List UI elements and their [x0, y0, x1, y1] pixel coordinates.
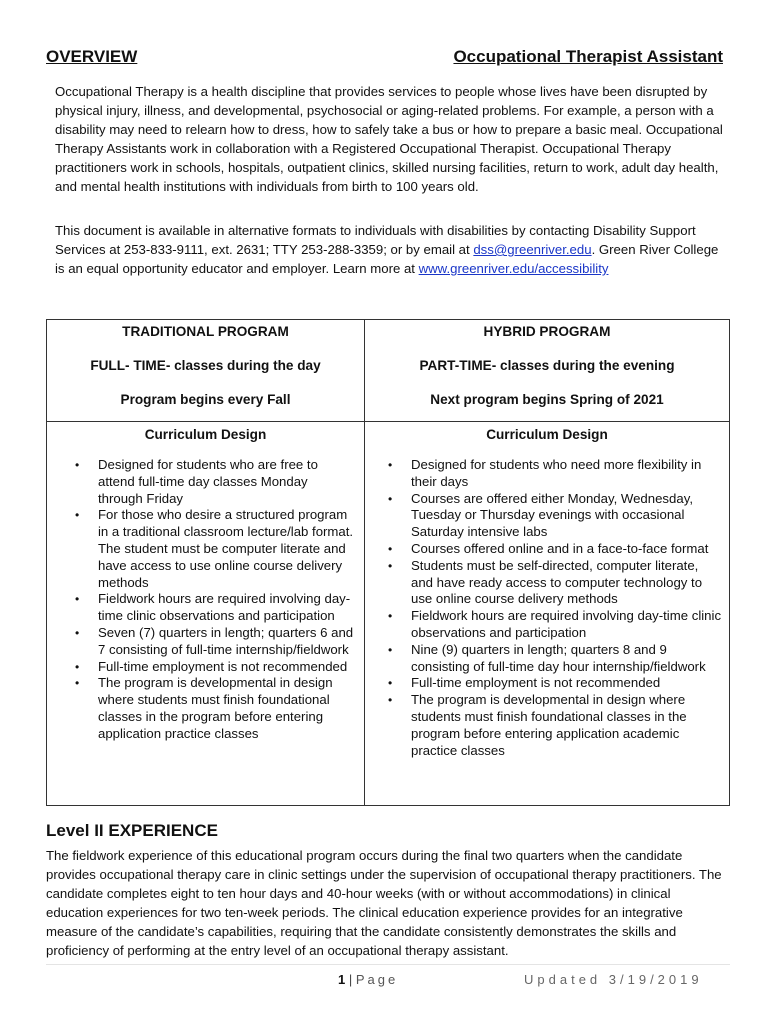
bullet-item	[75, 457, 354, 507]
bullet-dot: •	[75, 592, 80, 607]
hybrid-schedule: PART-TIME- classes during the evening	[419, 358, 675, 373]
bullet-text: Fieldwork hours are required involving day-time clinic observations and participation	[411, 608, 722, 640]
bullet-text: Courses are offered either Monday, Wednesday, Tuesday or Thursday evenings with occasional Saturday intensive labs	[411, 490, 693, 540]
bullet-item	[75, 507, 354, 591]
bullet-item	[75, 658, 354, 676]
bullet-text: Full-time employment is not recommended	[411, 675, 661, 691]
bullet-dot: •	[75, 625, 80, 640]
hybrid-program-title: HYBRID PROGRAM	[483, 324, 611, 339]
level2-paragraph: The fieldwork experience of this educational program occurs during the final two quarters when the candidate provides occupational therapy care in clinic settings under the supervision of occupational therapy practitioners. The candidate completes eight to ten hour days and 40-hour weeks (with or without accommodations) in clinical education experiences for two ten-week periods. The clinical education experience provides for an integrative measure of the candidate’s capabilities, requiring that the candidate consistently demonstrates the skills and proficiency of performing at the entry level of an occupational therapy assistant.	[46, 848, 722, 958]
page-header	[46, 47, 723, 69]
level2-heading: Level II EXPERIENCE	[46, 821, 218, 840]
bullet-dot: •	[388, 609, 393, 624]
bullet-text: The program is developmental in design where students must finish foundational classes in the program before entering application practice classes	[98, 675, 333, 741]
accessibility-paragraph	[55, 221, 723, 278]
page-footer	[338, 972, 398, 987]
bullet-dot: •	[388, 458, 393, 472]
traditional-curriculum-cell	[47, 422, 365, 806]
traditional-header-cell	[47, 320, 365, 422]
intro-paragraph: Occupational Therapy is a health discipline that provides services to people whose lives have been disrupted by physical injury, illness, and developmental, psychosocial or aging-related problems. For example, a person with a disability may need to relearn how to dress, how to safely take a bus or how to prepare a basic meal. Occupational Therapy Assistants work in collaboration with a Registered Occupational Therapist. Occupational Therapy practitioners work in schools, hospitals, outpatient clinics, skilled nursing facilities, return to work, adult day health, and mental health institutions with individuals from birth to 100 years old.	[55, 84, 723, 194]
bullet-dot: •	[388, 558, 393, 573]
bullet-dot: •	[75, 508, 80, 523]
bullet-item	[388, 457, 723, 491]
bullet-dot: •	[75, 659, 80, 674]
bullet-dot: •	[388, 541, 393, 556]
bullet-dot: •	[75, 676, 80, 691]
traditional-schedule: FULL- TIME- classes during the day	[90, 358, 321, 373]
traditional-program-title: TRADITIONAL PROGRAM	[122, 324, 289, 339]
accessibility-text-2: . Green River College is an equal opportunity educator and employer. Learn more at	[55, 242, 719, 276]
bullet-item	[388, 490, 723, 541]
bullet-item	[388, 608, 723, 642]
page-word: Page	[355, 972, 399, 987]
bullet-item	[75, 675, 354, 742]
hybrid-curriculum-cell	[365, 422, 730, 806]
hybrid-header-cell	[365, 320, 730, 422]
accessibility-url-link[interactable]: www.greenriver.edu/accessibility	[418, 261, 609, 276]
bullet-text: Designed for students who need more flexibility in their days	[411, 457, 702, 489]
bullet-dot: •	[388, 491, 393, 506]
bullet-dot: •	[388, 642, 393, 657]
bullet-dot: •	[75, 458, 80, 472]
bullet-text: Students must be self-directed, computer literate, and have ready access to computer technology to use online course delivery methods	[411, 557, 703, 607]
footer-separator: |	[345, 972, 356, 987]
bullet-text: Courses offered online and in a face-to-face format	[411, 540, 709, 556]
bullet-item	[388, 540, 723, 558]
bullet-item	[75, 591, 354, 625]
traditional-curriculum-title: Curriculum Design	[144, 427, 267, 442]
bullet-item	[388, 641, 723, 676]
traditional-start: Program begins every Fall	[120, 392, 291, 407]
page-number: 1	[338, 972, 346, 987]
dss-email-link[interactable]: dss@greenriver.edu	[473, 242, 592, 257]
bullet-dot: •	[388, 676, 393, 691]
traditional-bullet-list	[47, 457, 364, 743]
bullet-text: Full-time employment is not recommended	[98, 658, 348, 674]
bullet-text: Seven (7) quarters in length; quarters 6 and 7 consisting of full-time internship/fieldwork	[98, 624, 354, 657]
bullet-item	[388, 675, 723, 692]
footer-divider	[46, 964, 730, 965]
accessibility-text-1: This document is available in alternative formats to individuals with disabilities by contacting Disability Support Services at 253-833-9111, ext. 2631; TTY 253-288-3359; or by email at	[55, 223, 696, 257]
hybrid-curriculum-title: Curriculum Design	[486, 427, 608, 442]
hybrid-start: Next program begins Spring of 2021	[430, 392, 664, 407]
hybrid-bullet-list	[365, 457, 729, 759]
bullet-text: Fieldwork hours are required involving day-time clinic observations and participation	[98, 591, 351, 624]
overview-heading: OVERVIEW	[46, 47, 138, 66]
bullet-item	[75, 624, 354, 659]
bullet-dot: •	[388, 693, 393, 708]
document-title: Occupational Therapist Assistant	[453, 47, 723, 66]
program-comparison-table	[46, 319, 730, 806]
bullet-text: The program is developmental in design where students must finish foundational classes in the program before entering application academic practice classes	[411, 692, 687, 758]
bullet-text: Nine (9) quarters in length; quarters 8 and 9 consisting of full-time day hour internship/fieldwork	[411, 641, 706, 674]
bullet-text: Designed for students who are free to attend full-time day classes Monday through Friday	[98, 457, 318, 506]
bullet-item	[388, 557, 723, 608]
bullet-item	[388, 692, 723, 759]
bullet-text: For those who desire a structured program in a traditional classroom lecture/lab format. The student must be computer literate and have access to use online course delivery methods	[98, 507, 354, 590]
updated-date: Updated 3/19/2019	[524, 972, 703, 987]
